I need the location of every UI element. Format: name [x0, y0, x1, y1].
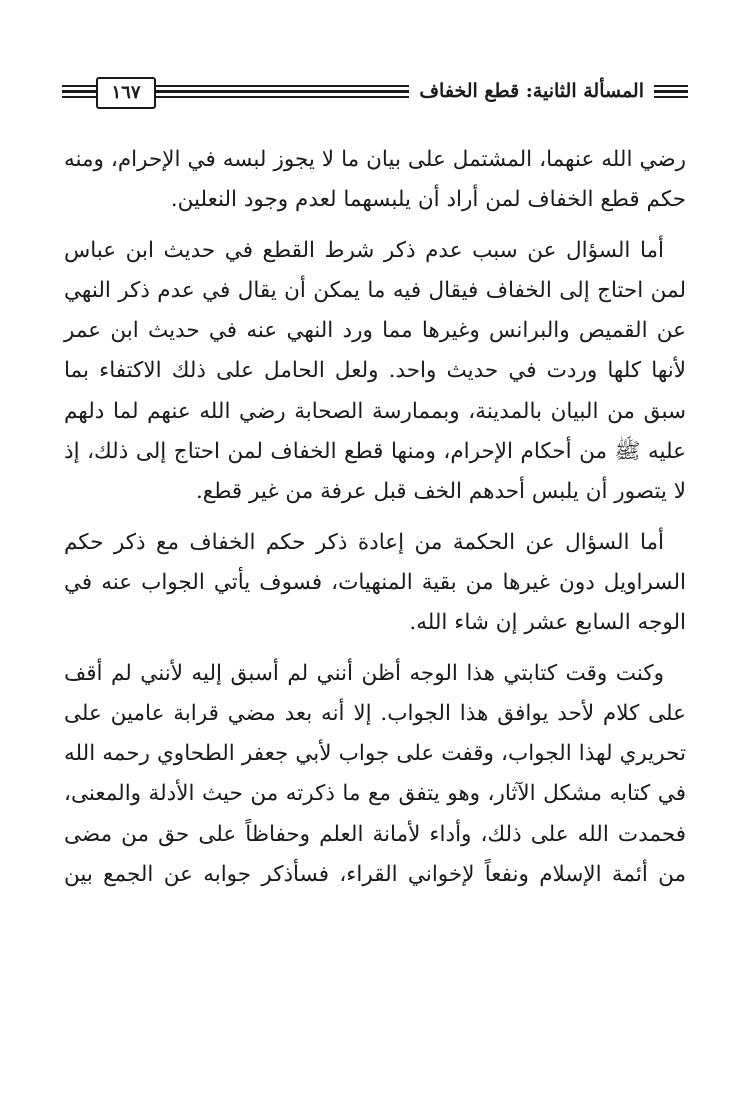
paragraph: رضي الله عنهما، المشتمل على بيان ما لا يجوز لبسه في الإحرام، ومنه حكم قطع الخفاف لمن أراد أن يلبسهما لعدم وجود النعلين. [64, 147, 686, 213]
paragraph: وكنت وقت كتابتي هذا الوجه أظن أنني لم أسبق إليه لأنني لم أقف على كلام لأحد يوافق هذا الجواب. إلا أنه بعد مضي قرابة عامين على تحريري لهذا الجواب، وقفت على جواب لأبي جعفر الطحاوي رحمه الله في كتابه مشكل الآثار، وهو يتفق مع ما ذكرته من حيث الأدلة والمعنى، فحمدت الله على ذلك، وأداء لأمانة العلم وحفاظاً على حق من مضى من أئمة الإسلام ونفعاً لإخواني القراء، فسأذكر جوابه عن الجمع بين [64, 660, 686, 888]
paragraph: أما السؤال عن سبب عدم ذكر شرط القطع في حديث ابن عباس لمن احتاج إلى الخفاف فيقال فيه ما يمكن أن يقال في عدم ذكر النهي عن القميص والبرانس وغيرها مما ورد النهي عنه في حديث ابن عمر لأنها كلها وردت في حديث واحد. ولعل الحامل على ذلك الاكتفاء بما سبق من البيان بالمدينة، وبممارسة الصحابة رضي الله عنهم لما دلهم عليه ﷺ من أحكام الإحرام، ومنها قطع الخفاف لمن احتاج إلى ذلك، إذ لا يتصور أن يلبس أحدهم الخف قبل عرفة من غير قطع. [64, 237, 686, 505]
paragraph: أما السؤال عن الحكمة من إعادة ذكر حكم الخفاف مع ذكر حكم السراويل دون غيرها من بقية المنهيات، فسوف يأتي الجواب عنه في الوجه السابع عشر إن شاء الله. [64, 529, 686, 636]
body-text [64, 140, 686, 905]
chapter-title: المسألة الثانية: قطع الخفاف [409, 76, 654, 108]
page-number: ١٦٧ [96, 77, 156, 109]
running-header [62, 76, 688, 108]
